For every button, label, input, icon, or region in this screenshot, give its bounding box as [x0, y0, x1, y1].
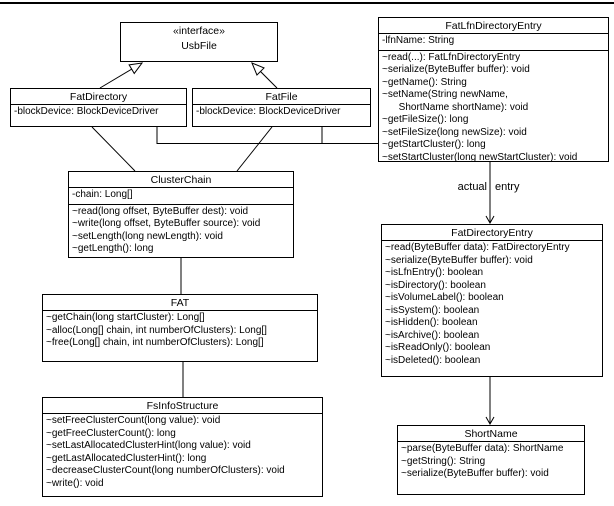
class-clusterchain: [68, 171, 294, 258]
class-fatdirectoryentry-name: FatDirectoryEntry: [451, 227, 533, 239]
edge-label-actual: actual: [443, 181, 487, 194]
class-fatlfndirectoryentry-name: FatLfnDirectoryEntry: [445, 20, 542, 32]
member-line: ~write(): void: [46, 477, 104, 489]
member-line: ~isReadOnly(): boolean: [385, 342, 491, 353]
member-line: ~serialize(ByteBuffer buffer): void: [401, 468, 549, 479]
member-line: ~setLength(long newLength): void: [72, 230, 223, 242]
member-line: ~read(long offset, ByteBuffer dest): void: [72, 205, 249, 217]
class-fsinfostructure: [42, 397, 323, 497]
member-line: -chain: Long[]: [72, 189, 133, 200]
member-line: ~decreaseClusterCount(long numberOfClusters): void: [46, 465, 285, 476]
member-line: ~getLastAllocatedClusterHint(): long: [46, 452, 207, 464]
class-fatdirectory-attributes: [11, 104, 186, 121]
class-fatdirectoryentry-methods: [382, 240, 602, 369]
class-fatfile: [192, 88, 371, 127]
class-usbfile-title: [121, 23, 277, 53]
member-line: ~alloc(Long[] chain, int numberOfClusters): Long[]: [46, 324, 267, 336]
class-fat: [42, 294, 318, 362]
member-line: ~getFileSize(): long: [382, 114, 469, 125]
member-line: -blockDevice: BlockDeviceDriver: [14, 106, 159, 117]
class-fat-methods: [43, 310, 317, 352]
member-line: ~getFreeClusterCount(): long: [46, 427, 176, 439]
member-line: ~write(long offset, ByteBuffer source): void: [72, 218, 261, 229]
class-shortname-methods: [398, 441, 584, 483]
member-line: ~free(Long[] chain, int numberOfClusters): Long[]: [46, 337, 264, 348]
class-fsinfostructure-methods: [43, 413, 322, 492]
class-fatfile-name: FatFile: [265, 91, 298, 103]
class-clusterchain-attributes: [69, 187, 293, 204]
class-fatfile-attributes: [193, 104, 370, 121]
member-line: ~setStartCluster(long newStartCluster): void: [382, 151, 578, 162]
class-clusterchain-methods: [69, 204, 293, 258]
class-usbfile: [120, 22, 278, 62]
edge-fatdirectory-fatlfndirectoryentry: [157, 127, 378, 144]
class-fsinfostructure-name: FsInfoStructure: [146, 400, 219, 412]
member-line: ShortName shortName): void: [382, 101, 529, 113]
member-line: ~setFreeClusterCount(long value): void: [46, 415, 221, 426]
edge-fatfile-clusterchain: [237, 127, 272, 171]
member-line: ~getString(): String: [401, 455, 486, 467]
member-line: -blockDevice: BlockDeviceDriver: [196, 106, 341, 117]
member-line: ~getChain(long startCluster): Long[]: [46, 312, 205, 323]
class-fatlfndirectoryentry: [378, 17, 609, 162]
class-usbfile-stereotype: «interface»: [173, 25, 225, 37]
member-line: ~getName(): String: [382, 76, 467, 88]
member-line: ~isDirectory(): boolean: [385, 279, 486, 291]
member-line: ~isDeleted(): boolean: [385, 354, 481, 366]
member-line: ~serialize(ByteBuffer buffer): void: [385, 254, 533, 266]
class-usbfile-name: UsbFile: [181, 40, 217, 52]
member-line: ~isVolumeLabel(): boolean: [385, 292, 504, 303]
member-line: ~read(...): FatLfnDirectoryEntry: [382, 51, 521, 63]
member-line: ~setFileSize(long newSize): void: [382, 126, 527, 138]
class-fat-name: FAT: [170, 297, 190, 309]
class-shortname-name: ShortName: [464, 428, 518, 440]
member-line: ~isSystem(): boolean: [385, 304, 480, 316]
member-line: ~read(ByteBuffer data): FatDirectoryEntry: [385, 242, 570, 253]
class-fatlfndirectoryentry-attributes: [379, 33, 608, 50]
member-line: ~isHidden(): boolean: [385, 317, 478, 328]
member-line: ~isLfnEntry(): boolean: [385, 267, 484, 278]
member-line: ~isArchive(): boolean: [385, 329, 480, 341]
edge-fatdirectory-clusterchain: [92, 127, 135, 171]
class-fatdirectory-name: FatDirectory: [69, 91, 128, 103]
class-fatdirectory: [10, 88, 187, 127]
edge-fatdirectory-usbfile-generalization: [100, 63, 142, 88]
member-line: ~getLength(): long: [72, 243, 154, 254]
member-line: ~getStartCluster(): long: [382, 139, 486, 150]
edge-fatfile-usbfile-generalization: [252, 63, 277, 88]
class-fatdirectoryentry: [381, 224, 603, 377]
member-line: ~setName(String newName,: [382, 89, 508, 100]
class-shortname: [397, 425, 585, 495]
member-line: -lfnName: String: [382, 35, 455, 46]
member-line: ~setLastAllocatedClusterHint(long value): void: [46, 440, 251, 451]
member-line: ~serialize(ByteBuffer buffer): void: [382, 64, 530, 75]
member-line: ~parse(ByteBuffer data): ShortName: [401, 443, 564, 454]
edge-label-entry: entry: [495, 181, 520, 193]
class-clusterchain-name: ClusterChain: [150, 174, 212, 186]
class-fatlfndirectoryentry-methods: [379, 50, 608, 163]
page-top-rule: [0, 2, 614, 4]
